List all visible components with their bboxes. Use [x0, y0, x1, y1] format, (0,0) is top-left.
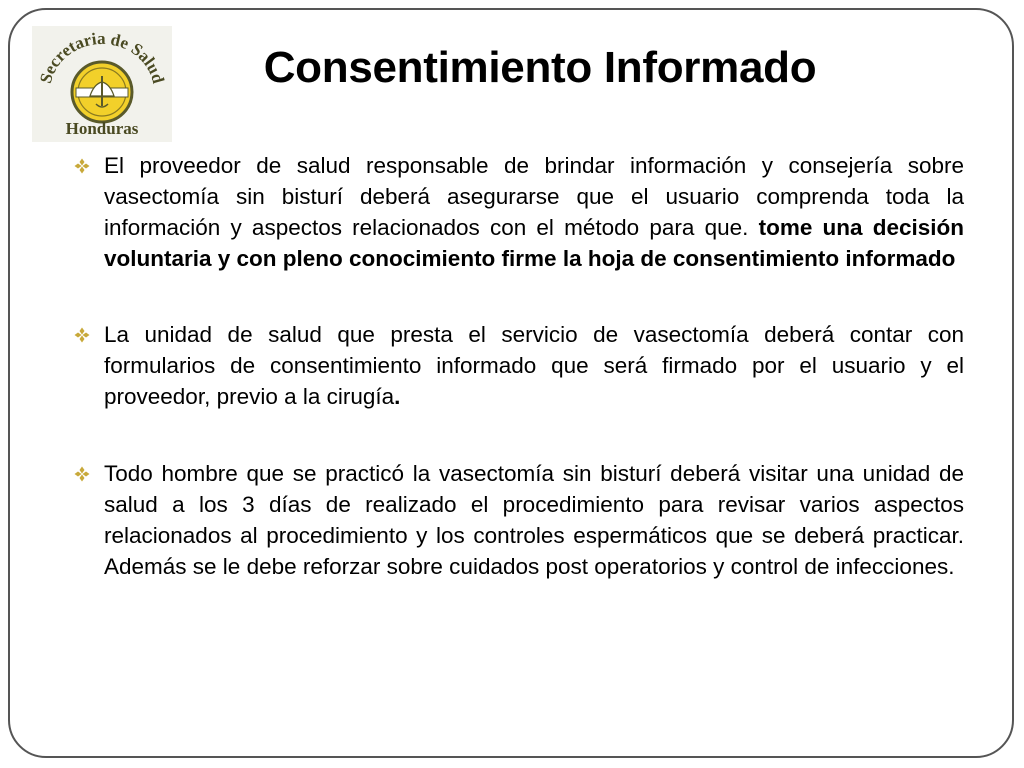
diamond-cluster-icon [74, 150, 104, 179]
bullet-text [104, 150, 964, 274]
bullet-text-regular: Todo hombre que se practicó la vasectomía sin bisturí deberá visitar una unidad de salud a los 3 días de realizado el procedimiento para revisar varios aspectos relacionados al procedimiento y los controles espermáticos que se deberá practicar. Además se le debe reforzar sobre cuidados post operatorios y control de infecciones. [104, 461, 964, 579]
bullet-text-bold: . [394, 384, 401, 409]
secretaria-de-salud-logo [32, 26, 172, 142]
bullet-item [74, 458, 964, 582]
slide-title: Consentimiento Informado [263, 43, 817, 92]
bullet-text-regular: El proveedor de salud responsable de brindar información y consejería sobre vasectomía sin bisturí deberá asegurarse que el usuario comprenda toda la información y aspectos relacionados con el método para que. [104, 153, 964, 240]
logo-bottom-text: Honduras [65, 119, 139, 138]
bullet-text-bold: tome una decisión voluntaria y con pleno conocimiento firme la hoja de consentimiento informado [104, 215, 964, 271]
diamond-cluster-icon [74, 319, 104, 348]
bullet-list [74, 150, 964, 582]
bullet-item [74, 319, 964, 412]
bullet-item [74, 150, 964, 274]
diamond-cluster-icon [74, 458, 104, 487]
logo-top-text: Secretaria de Salud [35, 28, 169, 86]
bullet-text-regular: La unidad de salud que presta el servicio de vasectomía deberá contar con formularios de consentimiento informado que será firmado por el usuario y el proveedor, previo a la cirugía [104, 322, 964, 409]
bullet-text [104, 458, 964, 582]
bullet-text [104, 319, 964, 412]
